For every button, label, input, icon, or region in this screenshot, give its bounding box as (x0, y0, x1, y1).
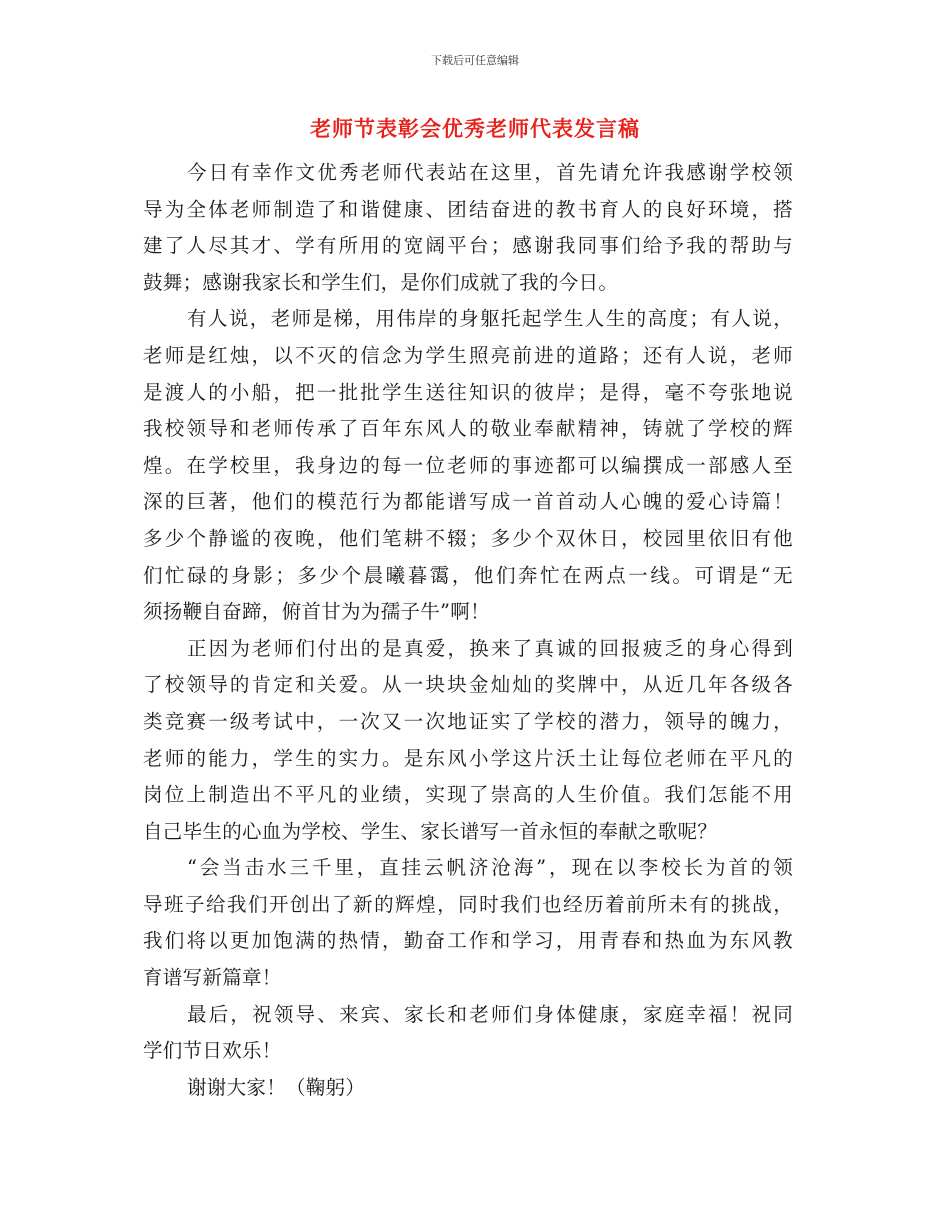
page-header: 下载后可任意编辑 (431, 54, 519, 67)
text-line: 今日有幸作文优秀老师代表站在这里，首先请允许我感谢学校领 (187, 161, 793, 184)
text-line: 导班子给我们开创出了新的辉煌，同时我们也经历着前所未有的挑战， (143, 892, 793, 916)
text-line: 我校领导和老师传承了百年东风人的敬业奉献精神，铸就了学校的辉 (143, 417, 793, 441)
text-line: 谢谢大家！（鞠躬） (187, 1075, 366, 1099)
text-line: 最后，祝领导、来宾、家长和老师们身体健康，家庭幸福！祝同 (187, 1002, 793, 1026)
text-line: 建了人尽其才、学有所用的宽阔平台；感谢我同事们给予我的帮助与 (143, 234, 793, 258)
text-line: 须扬鞭自奋蹄，俯首甘为为孺子牛”啊！ (143, 600, 490, 624)
text-line: 多少个静谧的夜晚，他们笔耕不辍；多少个双休日，校园里依旧有他 (143, 526, 793, 550)
text-line: 自己毕生的心血为学校、学生、家长谱写一首永恒的奉献之歌呢？ (143, 819, 718, 843)
text-line: 类竞赛一级考试中，一次又一次地证实了学校的潜力，领导的魄力， (143, 709, 793, 733)
text-line: 煌。在学校里，我身边的每一位老师的事迹都可以编撰成一部感人至 (143, 453, 793, 477)
text-line: 深的巨著，他们的模范行为都能谱写成一首首动人心魄的爱心诗篇！ (143, 490, 793, 514)
document-body (143, 155, 793, 1106)
text-line: “会当击水三千里，直挂云帆济沧海”，现在以李校长为首的领 (187, 856, 793, 880)
text-line: 了校领导的肯定和关爱。从一块块金灿灿的奖牌中，从近几年各级各 (143, 673, 793, 697)
text-line: 老师的能力，学生的实力。是东风小学这片沃土让每位老师在平凡的 (143, 746, 793, 770)
text-line: 有人说，老师是梯，用伟岸的身躯托起学生人生的高度；有人说， (187, 307, 793, 331)
text-line: 老师是红烛，以不灭的信念为学生照亮前进的道路；还有人说，老师 (143, 343, 793, 367)
document-title: 老师节表彰会优秀老师代表发言稿 (310, 116, 640, 141)
text-line: 们忙碌的身影；多少个晨曦暮霭，他们奔忙在两点一线。可谓是“无 (143, 563, 793, 587)
text-line: 学们节日欢乐！ (143, 1039, 282, 1063)
text-line: 我们将以更加饱满的热情，勤奋工作和学习，用青春和热血为东风教 (143, 929, 793, 953)
text-line: 正因为老师们付出的是真爱，换来了真诚的回报疲乏的身心得到 (187, 636, 793, 660)
text-line: 导为全体老师制造了和谐健康、团结奋进的教书育人的良好环境，搭 (143, 197, 793, 221)
text-line: 是渡人的小船，把一批批学生送往知识的彼岸；是得，毫不夸张地说 (143, 380, 793, 404)
text-line: 育谱写新篇章！ (143, 966, 282, 990)
text-line: 岗位上制造出不平凡的业绩，实现了崇高的人生价值。我们怎能不用 (143, 783, 793, 807)
text-line: 鼓舞；感谢我家长和学生们，是你们成就了我的今日。 (143, 270, 619, 294)
